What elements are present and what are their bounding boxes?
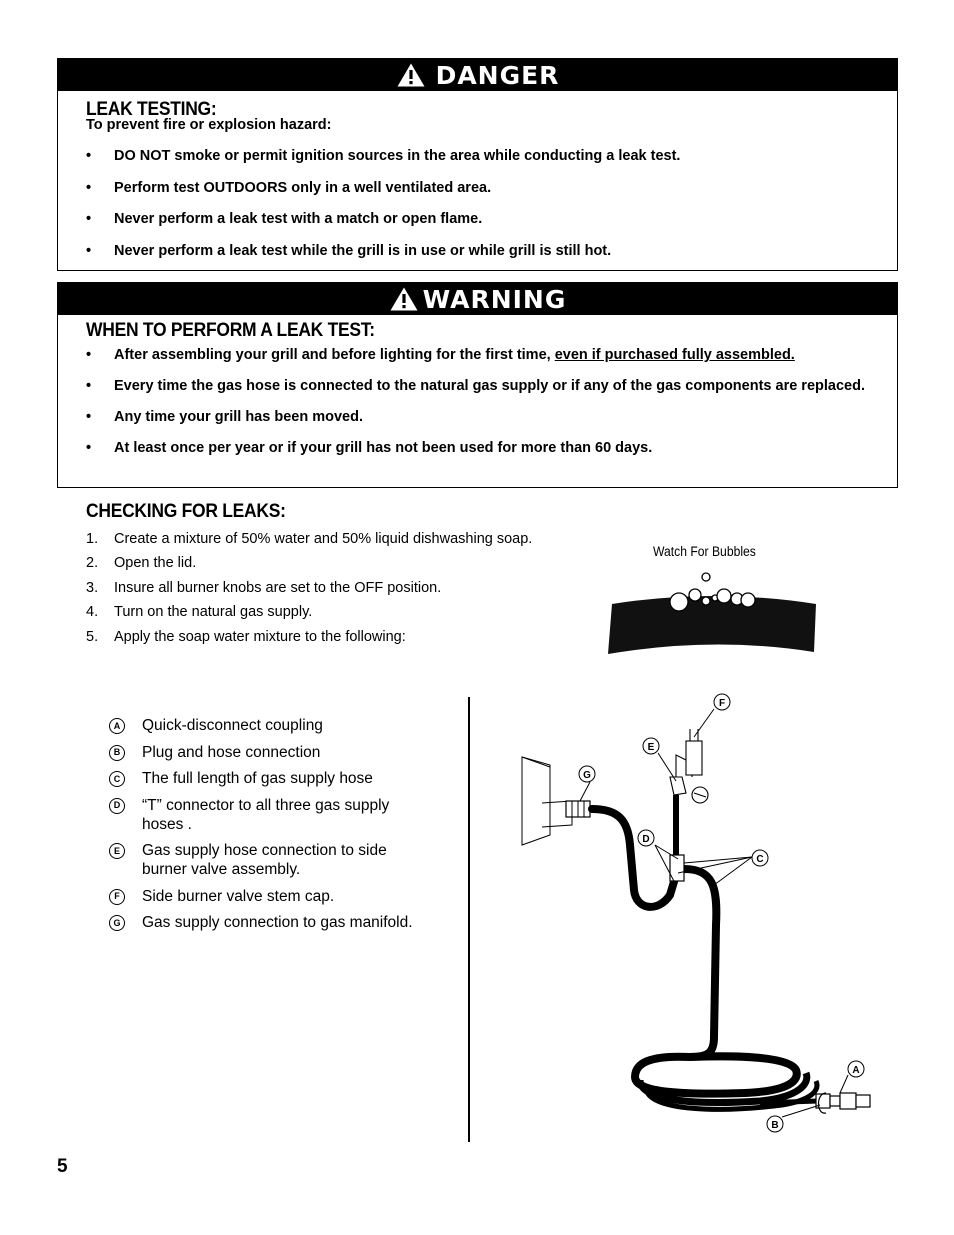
list-item: 2. Open the lid. [86, 555, 197, 572]
list-item: 4. Turn on the natural gas supply. [86, 604, 313, 621]
danger-header-bar [58, 59, 897, 91]
legend-item: G Gas supply connection to gas manifold. [109, 913, 459, 932]
soap-bubbles-illustration [606, 568, 822, 656]
danger-subtitle: To prevent fire or explosion hazard: [86, 117, 332, 133]
danger-label: DANGER [435, 60, 560, 90]
svg-text:F: F [718, 698, 726, 709]
letter-badge: A [109, 718, 125, 734]
leak-testing-heading: LEAK TESTING: [86, 99, 217, 120]
parts-legend [109, 716, 459, 940]
legend-item: D “T” connector to all three gas supply hoses . [109, 796, 459, 834]
svg-text:E: E [647, 742, 655, 753]
letter-badge: D [109, 798, 125, 814]
letter-badge: F [109, 889, 125, 905]
svg-text:C: C [756, 854, 764, 865]
legend-item: A Quick-disconnect coupling [109, 716, 459, 735]
list-item: 1. Create a mixture of 50% water and 50% liquid dishwashing soap. [86, 531, 533, 547]
list-item: • Never perform a leak test while the grill is in use or while grill is still hot. [86, 242, 612, 259]
warning-list [86, 347, 896, 456]
list-item: 5. Apply the soap water mixture to the following: [86, 628, 406, 645]
letter-badge: G [109, 915, 125, 931]
hose-tail [760, 1101, 818, 1103]
list-item: • Perform test OUTDOORS only in a well ventilated area. [86, 179, 492, 196]
warning-label: WARNING [422, 284, 567, 314]
checking-heading: CHECKING FOR LEAKS: [86, 501, 286, 522]
list-item: • At least once per year or if your grill has not been used for more than 60 days. [86, 440, 653, 456]
manifold-hose [592, 809, 676, 907]
svg-text:D: D [642, 834, 650, 845]
diagram-label-c [752, 850, 768, 866]
diagram-label-d [638, 830, 654, 846]
danger-list [86, 148, 896, 259]
warning-header-bar [58, 283, 897, 315]
list-item: • Any time your grill has been moved. [86, 409, 363, 425]
alert-triangle-icon [396, 62, 426, 88]
steps-list [86, 530, 532, 652]
side-burner-valve [670, 729, 708, 803]
letter-badge: C [109, 771, 125, 787]
page-number: 5 [57, 1156, 68, 1177]
quick-disconnect-coupling [816, 1093, 870, 1113]
manifold-plate [522, 757, 572, 845]
list-item: • DO NOT smoke or permit ignition sources in the area while conducting a leak test. [86, 148, 681, 164]
list-item: 3. Insure all burner knobs are set to the OFF position. [86, 579, 442, 596]
when-to-test-heading: WHEN TO PERFORM A LEAK TEST: [86, 320, 375, 341]
manifold-fitting [566, 801, 590, 817]
diagram-label-g [579, 766, 595, 782]
legend-item: C The full length of gas supply hose [109, 769, 459, 788]
letter-badge: E [109, 843, 125, 859]
diagram-label-e [643, 738, 659, 754]
svg-text:G: G [583, 770, 591, 781]
diagram-label-a [848, 1061, 864, 1077]
list-item: • Never perform a leak test with a match or open flame. [86, 211, 483, 227]
alert-triangle-icon [389, 286, 419, 312]
diagram-label-b [767, 1116, 783, 1132]
svg-text:A: A [852, 1065, 860, 1076]
legend-item: B Plug and hose connection [109, 743, 459, 762]
svg-text:B: B [771, 1120, 779, 1131]
legend-item: E Gas supply hose connection to side burner valve assembly. [109, 841, 459, 879]
gas-hose-diagram [500, 685, 890, 1145]
diagram-label-f [714, 694, 730, 710]
legend-item: F Side burner valve stem cap. [109, 887, 459, 906]
column-divider [468, 697, 470, 1142]
bubbles-caption: Watch For Bubbles [653, 544, 756, 559]
list-item: • After assembling your grill and before lighting for the first time, even if purchased fully assembled. [86, 347, 795, 363]
letter-badge: B [109, 745, 125, 761]
list-item: • Every time the gas hose is connected to the natural gas supply or if any of the gas components are replaced. [86, 378, 865, 394]
